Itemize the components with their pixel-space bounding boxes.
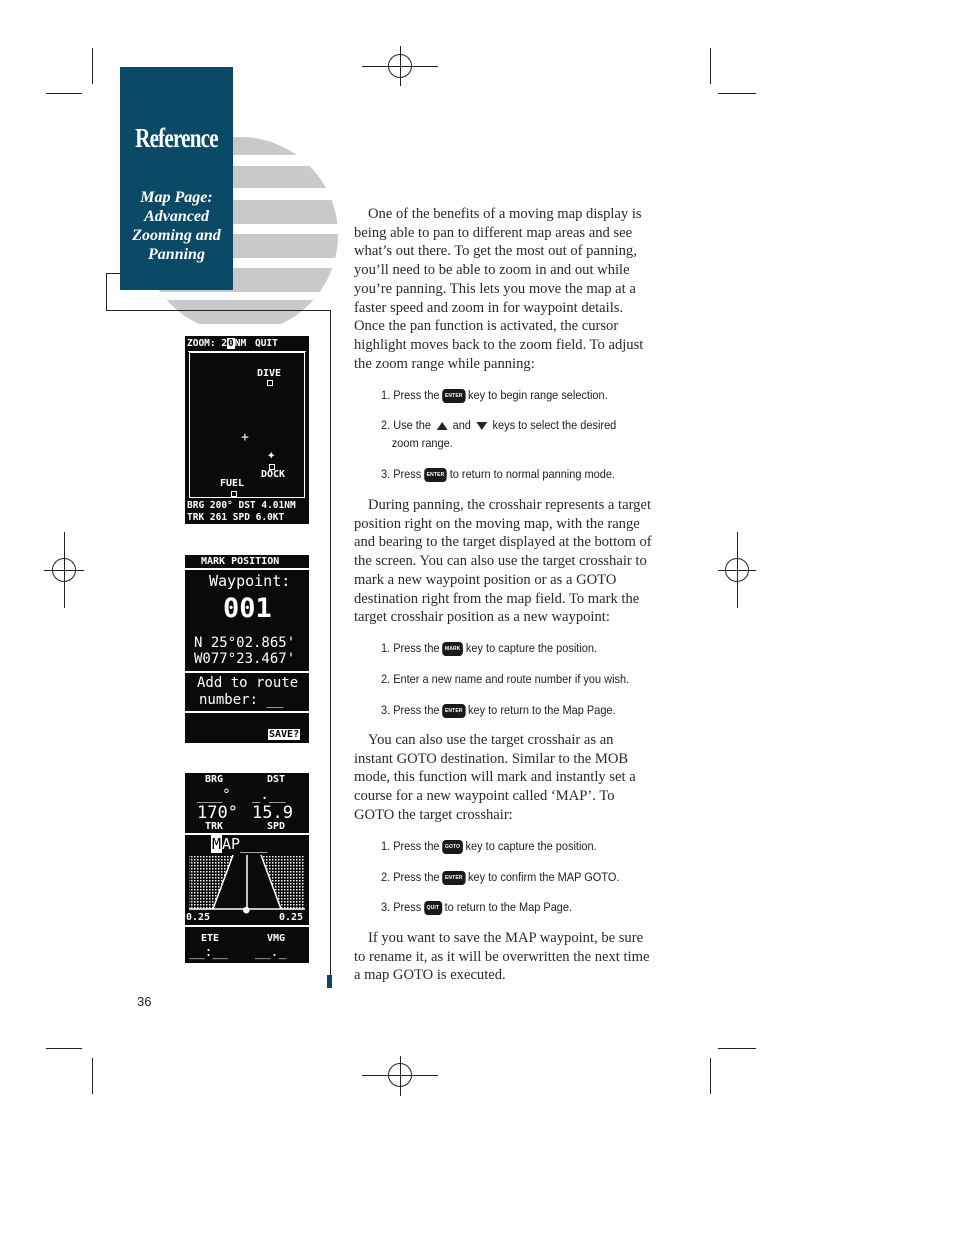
paragraph-save: If you want to save the MAP waypoint, be sure to rename it, as it will be overwritten the next time a map GOTO is executed. [354,930,650,984]
latitude: N 25°02.865' [194,635,296,651]
dst-label: DST [267,774,286,785]
enter-key-icon: ENTER [424,468,447,482]
step-zoom-1: 1. Press the ENTER key to begin range selection. [381,388,608,402]
waypoint-dock-icon [269,464,275,470]
vmg-value: __._ [255,945,287,960]
map-footer-row2: TRK 261 SPD 6.0KT [187,512,285,523]
page-number: 36 [137,994,152,1009]
vmg-label: VMG [267,933,286,944]
section-title: Reference [135,123,218,153]
spd-value: 15.9 [252,803,293,823]
marker-bar [327,975,332,988]
destination-name: MAP___ [212,835,268,853]
brg-value: ___° [197,787,231,803]
boat-icon: ● [243,903,250,916]
waypoint-dive-label: DIVE [257,368,282,379]
step-goto-1: 1. Press the GOTO key to capture the position. [381,839,597,853]
mark-header: MARK POSITION [201,556,280,567]
dst-value: _.__ [252,787,286,803]
waypoint-label: Waypoint: [209,572,291,590]
ete-value: __:__ [189,945,229,960]
longitude: W077°23.467' [194,651,296,667]
step-goto-3: 3. Press QUIT to return to the Map Page. [381,900,573,914]
waypoint-id: 001 [223,593,272,624]
navigation-screen [185,773,309,963]
step-mark-2: 2. Enter a new name and route number if you wish. [381,672,630,686]
trk-label: TRK [205,821,224,832]
quit-key-icon: QUIT [424,901,442,915]
waypoint-fuel-label: FUEL [220,478,245,489]
step-goto-2: 2. Press the ENTER key to confirm the MAP GOTO. [381,870,620,884]
map-footer-row1: BRG 200° DST 4.01NM [187,500,296,511]
mark-position-screen [185,555,309,743]
goto-key-icon: GOTO [442,840,463,854]
step-zoom-3: 3. Press ENTER to return to normal panning mode. [381,467,615,481]
brg-label: BRG [205,774,224,785]
enter-key-icon: ENTER [442,871,465,885]
ete-label: ETE [201,933,220,944]
waypoint-dive-icon [267,380,273,386]
waypoint-dock-label: DOCK [261,469,286,480]
mark-key-icon: MARK [442,642,463,656]
scale-left: 0.25 [186,912,211,923]
step-zoom-2: 2. Use the and keys to select the desired zoom range. [381,418,617,450]
save-button: SAVE? [269,729,300,740]
spd-label: SPD [267,821,286,832]
paragraph-panning: During panning, the crosshair represents a target position right on the moving map, with the range and bearing to the target displayed at the bottom of the screen. You can also use the target crosshair to mark a new waypoint position or as a GOTO destination right from the map field. To mark the target crosshair position as a new waypoint: [354,497,652,626]
route-line1: Add to route [197,675,299,691]
trk-value: 170° [197,803,238,823]
route-line2: number: __ [199,692,284,708]
paragraph-goto: You can also use the target crosshair as an instant GOTO destination. Similar to the MOB mode, this function will mark and instantly set a course for a new waypoint called ‘MAP’. To GOTO the target crosshair: [354,732,636,823]
enter-key-icon: ENTER [442,389,465,403]
enter-key-icon: ENTER [442,704,465,718]
step-mark-3: 3. Press the ENTER key to return to the Map Page. [381,703,616,717]
down-arrow-icon [476,422,487,430]
map-field [189,352,305,498]
section-tab [120,67,233,290]
waypoint-fuel-icon [231,491,237,497]
step-mark-1: 1. Press the MARK key to capture the position. [381,641,598,655]
paragraph-intro: One of the benefits of a moving map display is being able to pan to different map areas and see what’s out there. To get the most out of panning, you’ll need to be able to zoom in and out while you’re panning. This lets you move the map at a faster speed and zoom in for waypoint details. Once the pan function is activated, the cursor highlight moves back to the zoom field. To adjust the zoom range while panning: [354,206,644,372]
scale-right: 0.25 [279,912,304,923]
up-arrow-icon [436,422,447,430]
map-zoom-screen [185,336,309,524]
zoom-header: ZOOM: 20NM QUIT [187,338,278,349]
crosshair-icon: + [241,430,249,445]
position-marker-icon: ✦ [267,447,276,463]
section-subtitle: Map Page: Advanced Zooming and Panning [132,189,221,263]
